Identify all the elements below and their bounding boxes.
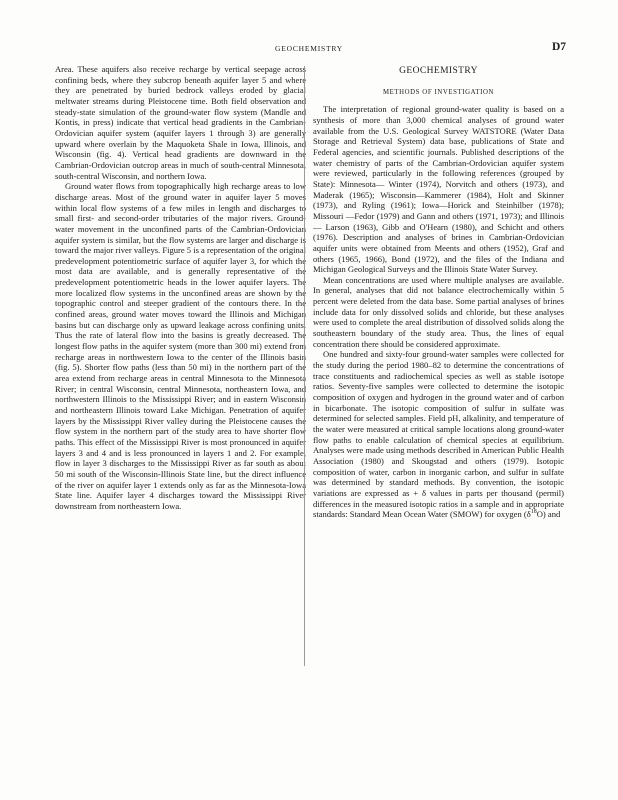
right-column [313, 64, 564, 520]
column-divider [304, 66, 305, 666]
page-number: D7 [551, 41, 566, 53]
running-title: GEOCHEMISTRY [275, 44, 343, 53]
isotope-superscript: 18 [530, 509, 537, 516]
right-paragraph-3-text: One hundred and sixty-four ground-water samples were collected for the study during the period 1980–82 to determine the concentrations of trace constituents and radiochemical species as well as stable isotope ratios. Seventy-five samples were collected to determine the isotopic composition of oxygen and hydrogen in the ground water and of carbon in bicarbonate. The isotopic composition of sulfur in sulfate was determined for selected samples. Field pH, alkalinity, and temperature of the water were measured at critical sample locations along ground-water flow paths to enable calculation of chemical species at equilibrium. Analyses were made using methods described in American Public Health Association (1980) and Skougstad and others (1979). Isotopic composition of water, carbon in inorganic carbon, and sulfur in sulfate was determined by standard methods. By convention, the isotopic variations are expressed as + δ values in parts per thousand (permil) differences in the measured isotopic ratios in a sample and in appropriate standards: Standard Mean Ocean Water (SMOW) for oxygen (δ [313, 349, 564, 520]
right-paragraph-1: The interpretation of regional ground-water quality is based on a synthesis of more than 3,000 chemical analyses of ground water available from the U.S. Geological Survey WATSTORE (Water Data Storage and Retrieval System) data base, publications of State and Federal agencies, and scientific journals. Published descriptions of the water chemistry of parts of the Cambrian-Ordovician aquifer system were reviewed, particularly in the following references (grouped by State): Minnesota— Winter (1974), Norvitch and others (1973), and Maderak (1965); Wisconsin—Kammerer (1984), Holt and Skinner (1973), and Ryling (1961); Iowa—Horick and Steinhilber (1978); Missouri —Fedor (1979) and Gann and others (1971, 1973); and Illinois— Larson (1963), Gibb and O'Hearn (1980), and Schicht and others (1976). Description and analyses of brines in Cambrian-Ordovician aquifer units were obtained from Meents and others (1952), Graf and others (1965, 1966), Bond (1972), and the files of the Indiana and Michigan Geological Surveys and the Illinois State Water Survey. [313, 104, 564, 275]
right-paragraph-3 [313, 349, 564, 520]
right-paragraph-2: Mean concentrations are used where multiple analyses are available. In general, analyses that did not balance electrochemically within 5 percent were deleted from the data base. Some partial analyses of brines include data for only dissolved solids and chloride, but these analyses were used to complete the areal distribution of dissolved solids along the southeastern boundary of the study area. Thus, the lines of equal concentration there should be considered approximate. [313, 274, 564, 349]
left-column [55, 64, 306, 512]
left-paragraph-1: Area. These aquifers also receive recharge by vertical seepage across confining beds, where they subcrop beneath aquifer layer 5 and where they are penetrated by buried bedrock valleys eroded by glacial meltwater streams during Pleistocene time. Both field observation and steady-state simulation of the ground-water flow system (Mandle and Kontis, in press) indicate that vertical head gradients in the Cambrian-Ordovician aquifer system (aquifer layers 1 through 3) are generally upward where overlain by the Maquoketa Shale in Iowa, Illinois, and Wisconsin (fig. 4). Vertical head gradients are downward in the Cambrian-Ordovician outcrop areas in much of south-central Minnesota, south-central Wisconsin, and northern Iowa. [55, 64, 306, 181]
running-head [0, 41, 618, 58]
subsection-heading: METHODS OF INVESTIGATION [382, 88, 495, 96]
left-paragraph-2: Ground water flows from topographically high recharge areas to low discharge areas. Most of the ground water in aquifer layer 5 moves within local flow systems of a few miles in length and discharges to small first- and second-order tributaries of the major rivers. Ground-water movement in the unconfined parts of the Cambrian-Ordovician aquifer system is similar, but the flow systems are larger and discharge is toward the major river valleys. Figure 5 is a representation of the original predevelopment potentiometric surface of aquifer layer 3, for which the most data are available, and is generally representative of the predevelopment potentiometric heads in the lower aquifer layers. The more localized flow systems in the unconfined areas are shown by the topographic control and steeper gradient of the contours there. In the confined areas, ground water moves toward the Illinois and Michigan basins but can discharge only as upward leakage across confining units. Thus the rate of lateral flow into the basins is greatly decreased. The longest flow paths in the aquifer system (more than 300 mi) extend from recharge areas in northwestern Iowa to the center of the Illinois basin (fig. 5). Shorter flow paths (less than 50 mi) in the northern part of the area extend from recharge areas in central Minnesota to the Minnesota River; in central Wisconsin, central Minnesota, northeastern Iowa, and northwestern Illinois to the Mississippi River; and in eastern Wisconsin and northeastern Illinois toward Lake Michigan. Penetration of aquifer layers by the Mississippi River valley during the Pleistocene causes the flow system in the northern part of the study area to have shorter flow paths. This effect of the Mississippi River is most pronounced in aquifer layers 3 and 4 and is less pronounced in layers 1 and 2. For example, flow in layer 3 discharges to the Mississippi River as far south as about 50 mi south of the Wisconsin-Illinois State line, but the direct influence of the river on aquifer layer 1 extends only as far as the Minnesota-Iowa State line. Aquifer layer 4 discharges toward the Mississippi River downstream from northeastern Iowa. [55, 181, 306, 511]
section-heading: GEOCHEMISTRY [399, 66, 478, 76]
right-paragraph-3-tail: O) and [536, 509, 561, 520]
